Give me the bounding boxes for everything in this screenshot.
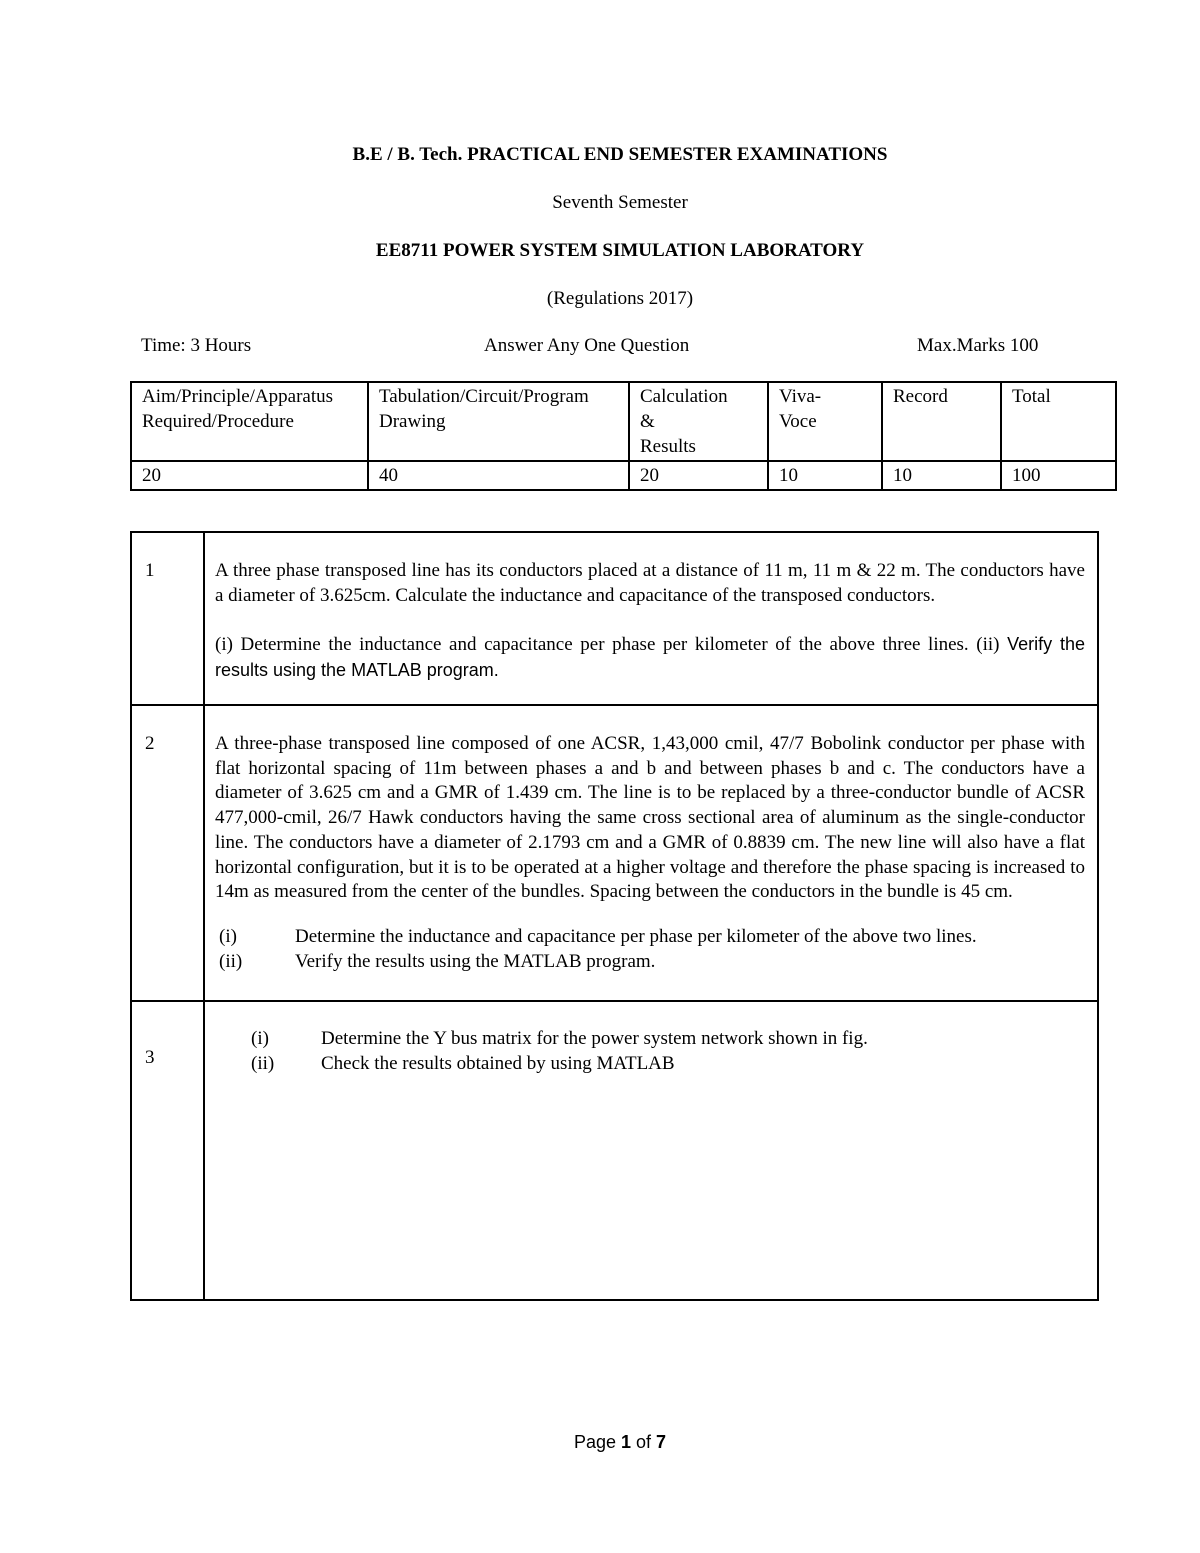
marks-header-line: Voce bbox=[779, 411, 817, 432]
part-text: Determine the Y bus matrix for the power system network shown in fig. bbox=[321, 1028, 868, 1049]
questions-table bbox=[130, 531, 1099, 1301]
marks-value-row bbox=[131, 461, 1116, 490]
current-page-number: 1 bbox=[621, 1432, 632, 1452]
marks-value-cell: 40 bbox=[368, 461, 629, 490]
part-label: (i) bbox=[251, 1028, 269, 1049]
question-body-cell bbox=[204, 1001, 1098, 1300]
part-text: Verify the results using the MATLAB program. bbox=[215, 634, 1086, 681]
marks-value-cell: 20 bbox=[629, 461, 768, 490]
marks-header-line: Viva- bbox=[779, 386, 822, 407]
question-text: A three-phase transposed line composed of one ACSR, 1,43,000 cmil, 47/7 Bobolink conductor per phase with flat horizontal spacing of 11m between phases a and b and between phases b and c. The conductors have a diameter of 3.625 cm and a GMR of 1.439 cm. The line is to be replaced by a three-conductor bundle of ACSR 477,000-cmil, 26/7 Hawk conductors having the same cross sectional area of aluminum as the single-conductor line. The conductors have a diameter of 2.1793 cm and a GMR of 0.8839 cm. The new line will also have a flat horizontal configuration, but it is to be operated at a higher voltage and therefore the phase spacing is increased to 14m as measured from the center of the bundles. Spacing between the conductors in the bundle is 45 cm. bbox=[215, 733, 1085, 903]
marks-header-line: Record bbox=[893, 386, 948, 407]
part-label: (ii) bbox=[251, 1052, 275, 1074]
question-part bbox=[251, 1052, 1085, 1077]
exam-title: B.E / B. Tech. PRACTICAL END SEMESTER EXAMINATIONS bbox=[352, 144, 888, 165]
question-number: 2 bbox=[145, 733, 155, 754]
semester-label: Seventh Semester bbox=[552, 192, 688, 213]
marks-header-cell bbox=[629, 382, 768, 461]
question-body-cell bbox=[204, 532, 1098, 705]
max-marks-label: Max.Marks 100 bbox=[917, 335, 1039, 356]
marks-table bbox=[130, 381, 1117, 491]
page-of: of bbox=[631, 1432, 657, 1452]
time-label: Time: 3 Hours bbox=[141, 335, 252, 356]
marks-header-cell bbox=[131, 382, 368, 461]
marks-header-line: Results bbox=[640, 436, 696, 457]
question-part bbox=[215, 950, 1085, 975]
question-row bbox=[131, 532, 1098, 705]
marks-header-line: & bbox=[640, 411, 655, 432]
part-label: (i) bbox=[215, 634, 233, 656]
marks-header-line: Drawing bbox=[379, 411, 446, 432]
marks-header-line: Tabulation/Circuit/Program bbox=[379, 386, 589, 407]
question-number: 1 bbox=[145, 560, 155, 581]
marks-value-cell: 10 bbox=[768, 461, 882, 490]
marks-header-line: Total bbox=[1012, 386, 1051, 407]
page-footer bbox=[0, 1432, 1200, 1453]
marks-value-cell: 20 bbox=[131, 461, 368, 490]
question-number-cell bbox=[131, 532, 204, 705]
question-part bbox=[215, 925, 1085, 950]
marks-header-cell bbox=[882, 382, 1001, 461]
part-label: (ii) bbox=[219, 950, 243, 972]
marks-header-row bbox=[131, 382, 1116, 461]
marks-header-cell bbox=[368, 382, 629, 461]
question-body-cell bbox=[204, 705, 1098, 1001]
instruction-label: Answer Any One Question bbox=[484, 335, 690, 356]
page-prefix: Page bbox=[573, 1432, 621, 1452]
question-number: 3 bbox=[145, 1046, 155, 1068]
part-label: (ii) bbox=[976, 634, 1000, 656]
question-row bbox=[131, 705, 1098, 1001]
marks-header-line: Required/Procedure bbox=[142, 411, 294, 432]
course-title: EE8711 POWER SYSTEM SIMULATION LABORATORY bbox=[375, 240, 865, 261]
question-parts bbox=[215, 1002, 1085, 1076]
part-text: Determine the inductance and capacitance per phase per kilometer of the above three lines. bbox=[240, 634, 969, 656]
part-text: Determine the inductance and capacitance per phase per kilometer of the above two lines. bbox=[295, 925, 977, 947]
part-text: Verify the results using the MATLAB program. bbox=[295, 950, 656, 972]
question-parts bbox=[215, 632, 1085, 683]
regulations-label: (Regulations 2017) bbox=[546, 288, 694, 309]
question-number-cell bbox=[131, 1001, 204, 1300]
marks-header-line: Aim/Principle/Apparatus bbox=[142, 386, 334, 407]
total-page-number: 7 bbox=[656, 1432, 667, 1452]
part-text: Check the results obtained by using MATLAB bbox=[321, 1052, 675, 1074]
question-number-cell bbox=[131, 705, 204, 1001]
marks-value-cell: 100 bbox=[1001, 461, 1116, 490]
marks-header-cell bbox=[1001, 382, 1116, 461]
part-label: (i) bbox=[219, 925, 237, 947]
marks-header-line: Calculation bbox=[640, 386, 728, 407]
question-parts bbox=[215, 925, 1085, 974]
question-part bbox=[251, 1027, 1085, 1052]
question-text: A three phase transposed line has its conductors placed at a distance of 11 m, 11 m & 22 m. The conductors have a diameter of 3.625cm. Calculate the inductance and capacitance of the transposed conductors. bbox=[215, 560, 1085, 606]
marks-header-cell bbox=[768, 382, 882, 461]
question-row bbox=[131, 1001, 1098, 1300]
marks-value-cell: 10 bbox=[882, 461, 1001, 490]
